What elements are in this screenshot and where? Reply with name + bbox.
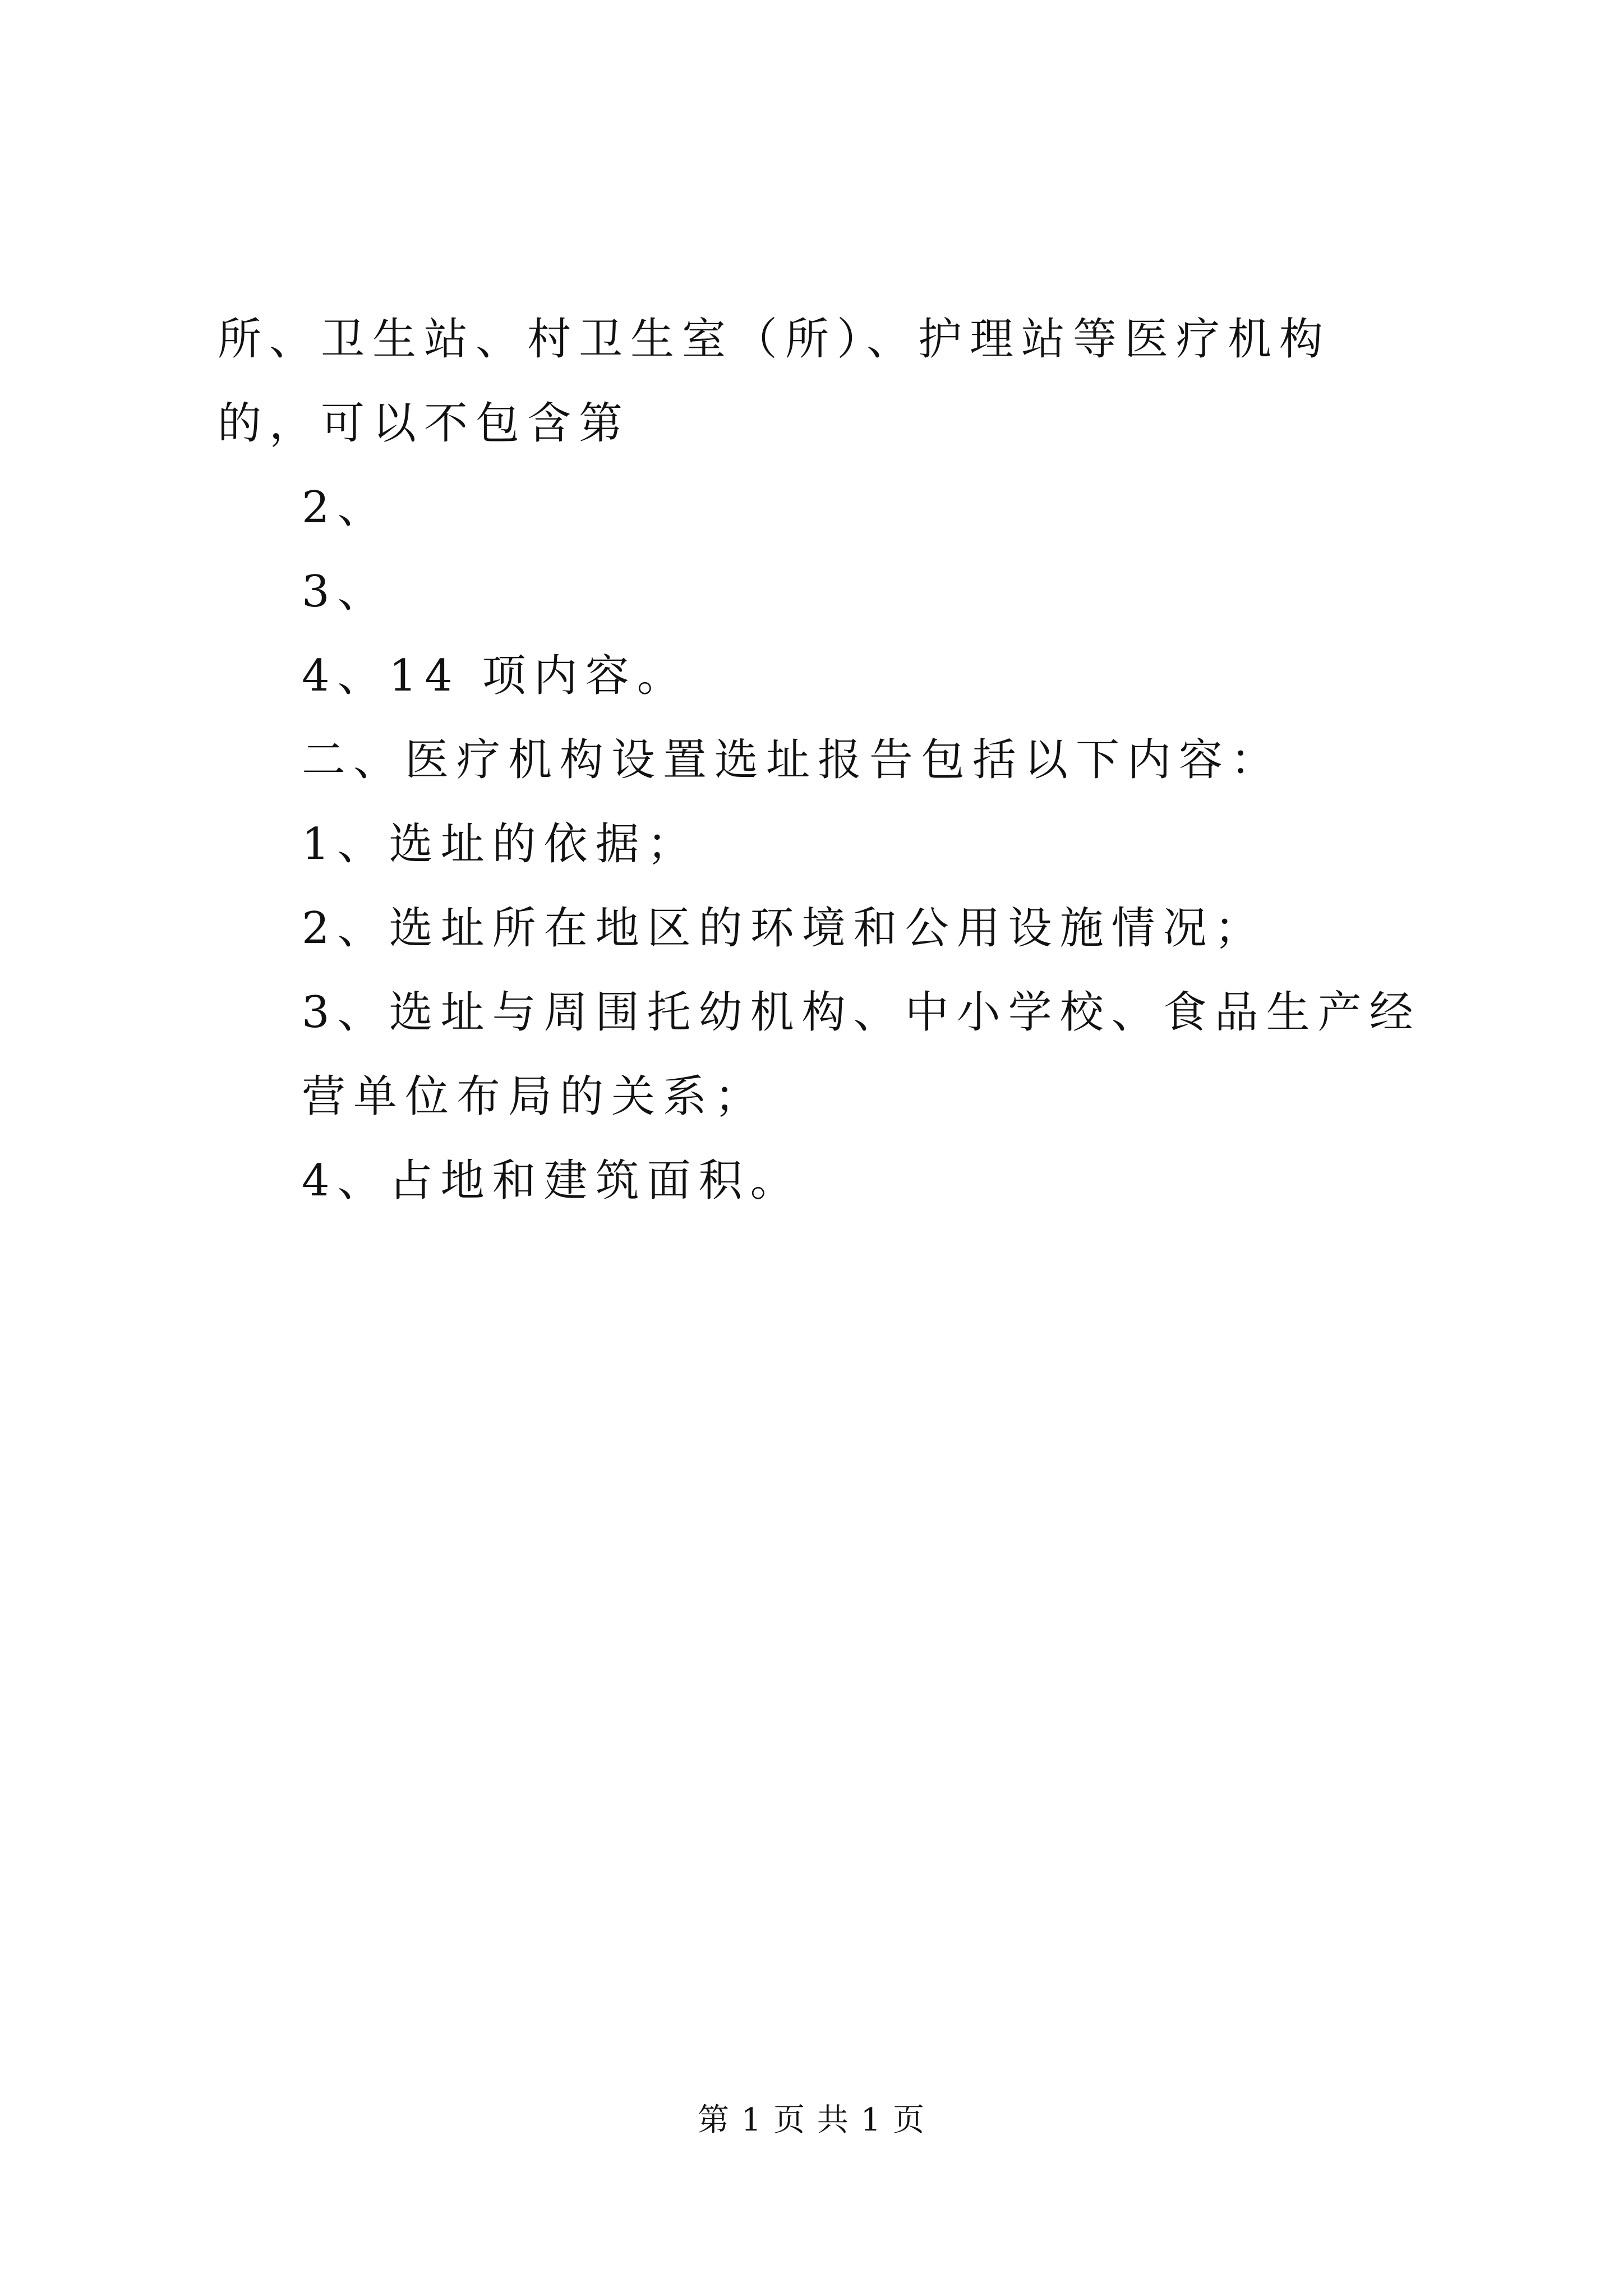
section-heading: 二、医疗机构设置选址报告包括以下内容： bbox=[302, 735, 1283, 785]
paragraph-item-3: 3、 bbox=[302, 567, 389, 617]
paragraph-item-2: 2、 bbox=[302, 482, 389, 533]
paragraph-item-4: 4、14 项内容。 bbox=[302, 651, 689, 701]
paragraph-continuation: 所、卫生站、村卫生室（所）、护理站等医疗机构的，可以不包含第 bbox=[218, 314, 1331, 449]
list-item: 2、选址所在地区的环境和公用设施情况； bbox=[302, 903, 1266, 954]
list-item: 3、选址与周围托幼机构、中小学校、食品生产经营单位布局的关系； bbox=[302, 987, 1421, 1122]
document-body bbox=[218, 297, 1429, 1223]
list-item: 1、选址的依据； bbox=[302, 819, 699, 869]
list-item: 4、占地和建筑面积。 bbox=[302, 1156, 802, 1206]
page-number-footer: 第 1 页 共 1 页 bbox=[697, 2102, 926, 2138]
